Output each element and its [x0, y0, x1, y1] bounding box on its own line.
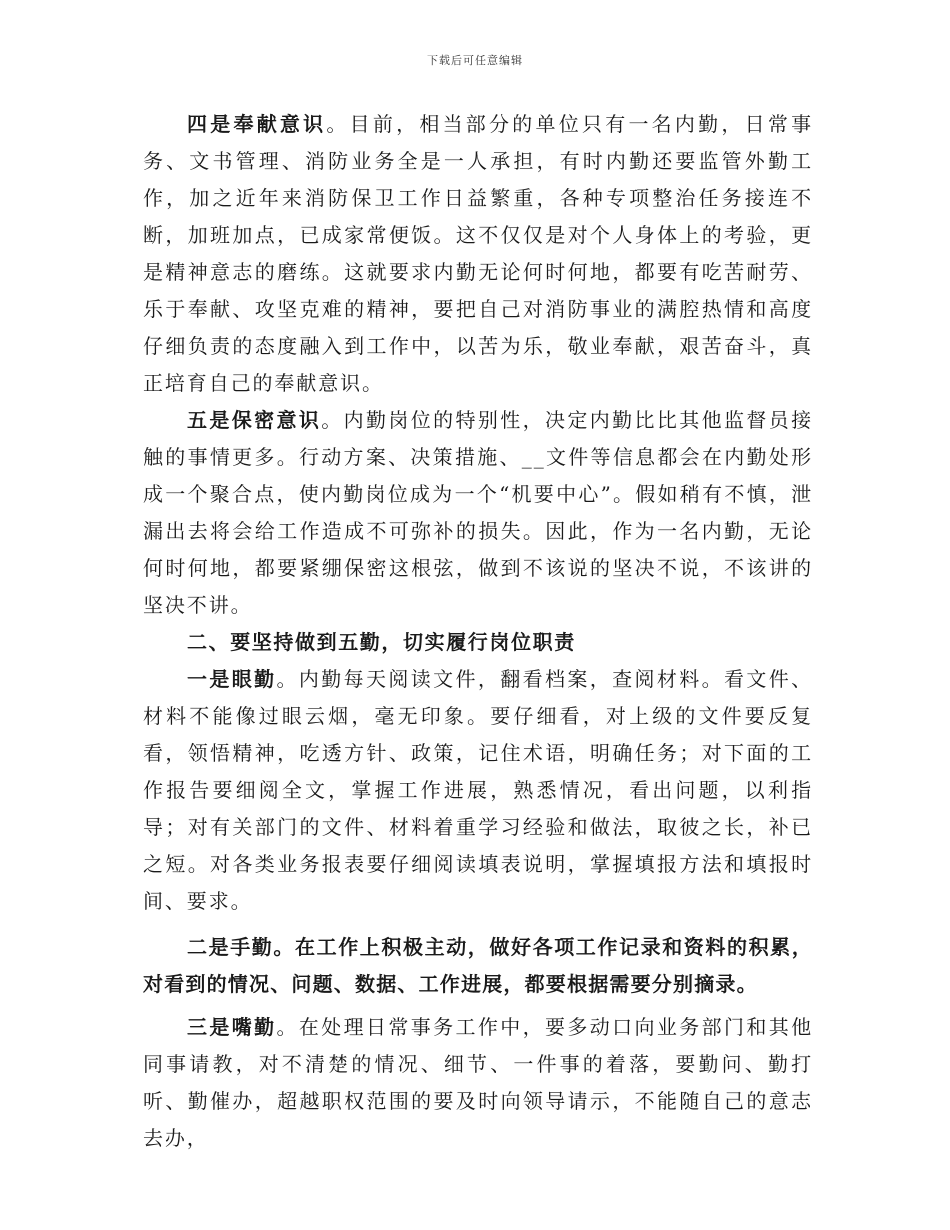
paragraph-lead: 五是保密意识 [187, 408, 322, 432]
paragraph-text: 。在处理日常事务工作中，要多动口向业务部门和其他同事请教，对不清楚的情况、细节、一件事的着落，要勤问、勤打听、勤催办，超越职权范围的要及时向领导请示，不能随自己的意志去办， [143, 1015, 813, 1150]
paragraph-lead: 四是奉献意识 [187, 112, 327, 136]
paragraph-text: 。目前，相当部分的单位只有一名内勤，日常事务、文书管理、消防业务全是一人承担，有时内勤还要监管外勤工作，加之近年来消防保卫工作日益繁重，各种专项整治任务接连不断，加班加点，已成家常便饭。这不仅仅是对个人身体上的考验，更是精神意志的磨练。这就要求内勤无论何时何地，都要有吃苦耐劳、乐于奉献、攻坚克难的精神，要把自己对消防事业的满腔热情和高度仔细负责的态度融入到工作中，以苦为乐，敬业奉献，艰苦奋斗，真正培育自己的奉献意识。 [143, 112, 813, 395]
paragraph-text: 。内勤岗位的特别性，决定内勤比比其他监督员接触的事情更多。行动方案、决策措施、__文件等信息都会在内勤处形成一个聚合点，使内勤岗位成为一个“机要中心”。假如稍有不慎，泄漏出去将会给工作造成不可弥补的损失。因此，作为一名内勤，无论何时何地，都要紧绷保密这根弦，做到不该说的坚决不说，不该讲的坚决不讲。 [143, 408, 813, 617]
paragraph-eye-diligence [143, 661, 813, 920]
page-header: 下载后可任意编辑 [427, 54, 523, 67]
paragraph-lead: 三是嘴勤 [187, 1015, 277, 1039]
paragraph-text: 。内勤每天阅读文件，翻看档案，查阅材料。看文件、材料不能像过眼云烟，毫无印象。要仔细看，对上级的文件要反复看，领悟精神，吃透方针、政策，记住术语，明确任务；对下面的工作报告要细阅全文，掌握工作进展，熟悉情况，看出问题，以利指导；对有关部门的文件、材料着重学习经验和做法，取彼之长，补已之短。对各类业务报表要仔细阅读填表说明，掌握填报方法和填报时间、要求。 [143, 667, 813, 913]
paragraph-lead: 一是眼勤 [187, 667, 277, 691]
paragraph-confidentiality [143, 402, 813, 624]
paragraph-mouth-diligence [143, 1009, 813, 1157]
paragraph-hand-diligence: 二是手勤。在工作上积极主动，做好各项工作记录和资料的积累，对看到的情况、问题、数据、工作进展，都要根据需要分别摘录。 [143, 935, 813, 996]
section-heading: 二、要坚持做到五勤，切实履行岗位职责 [187, 630, 576, 654]
paragraph-dedication [143, 106, 813, 402]
document-body [143, 106, 813, 1157]
